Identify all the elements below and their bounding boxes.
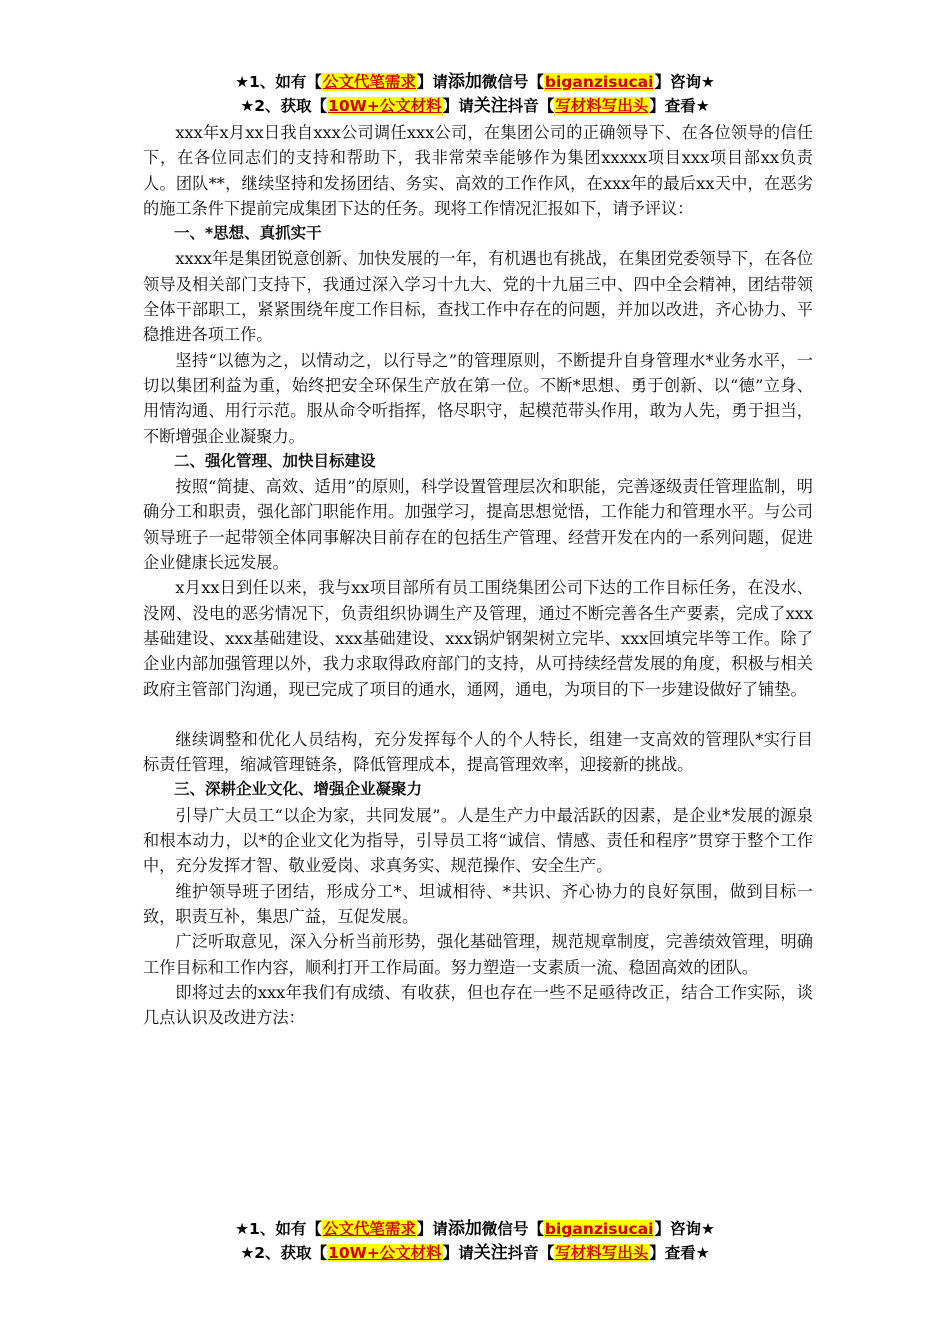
highlight-wechat-id[interactable]: biganzisucai — [544, 73, 654, 91]
highlight-douyin[interactable]: 写材料写出头 — [555, 1244, 649, 1262]
paragraph: 继续调整和优化人员结构，充分发挥每个人的个人特长，组建一支高效的管理队*实行目标责任管理，缩减管理链条，降低管理成本，提高管理效率，迎接新的挑战。 — [143, 729, 813, 775]
banner-line-2: ★2、获取【10W+公文材料】请关注抖音【写材料写出头】查看★ — [240, 1243, 710, 1263]
section-heading: 二、强化管理、加快目标建设 — [174, 451, 376, 470]
highlight-materials[interactable]: 10W+公文材料 — [328, 97, 442, 115]
top-banner — [0, 70, 950, 118]
highlight-service[interactable]: 公文代笔需求 — [322, 1220, 416, 1238]
highlight-wechat-id[interactable]: biganzisucai — [544, 1220, 654, 1238]
highlight-materials[interactable]: 10W+公文材料 — [328, 1244, 442, 1262]
paragraph: 广泛听取意见，深入分析当前形势，强化基础管理，规范规章制度，完善绩效管理，明确工作目标和工作内容，顺利打开工作局面。努力塑造一支素质一流、稳固高效的团队。 — [143, 932, 813, 977]
section-heading: 一、*思想、真抓实干 — [174, 224, 322, 243]
section-heading: 三、深耕企业文化、增强企业凝聚力 — [174, 780, 423, 799]
paragraph: 即将过去的xxx年我们有成绩、有收获，但也存在一些不足亟待改正，结合工作实际，谈几点认识及改进方法： — [143, 982, 813, 1028]
paragraph: 按照“简捷、高效、适用”的原则，科学设置管理层次和职能，完善逐级责任管理监制，明确分工和职责，强化部门职能作用。加强学习，提高思想觉悟，工作能力和管理水平。与公司领导班子一起带领全体同事解决目前存在的包括生产管理、经营开发在内的一系列问题，促进企业健康长远发展。 — [143, 477, 813, 573]
highlight-douyin[interactable]: 写材料写出头 — [555, 97, 649, 115]
paragraph: 维护领导班子团结，形成分工*、坦诚相待、*共识、齐心协力的良好氛围，做到目标一致，职责互补，集思广益，互促发展。 — [143, 881, 813, 926]
paragraph: x月xx日到任以来，我与xx项目部所有员工围绕集团公司下达的工作目标任务，在没水、没网、没电的恶劣情况下，负责组织协调生产及管理，通过不断完善各生产要素，完成了xxx基础建设、xxx基础建设、xxx基础建设、xxx锅炉钢架树立完毕、xxx回填完毕等工作。除了企业内部加强管理以外，我力求取得政府部门的支持，从可持续经营发展的角度，积极与相关政府主管部门沟通，现已完成了项目的通水，通网，通电，为项目的下一步建设做好了铺垫。 — [143, 578, 813, 699]
paragraph: xxx年x月xx日我自xxx公司调任xxx公司，在集团公司的正确领导下、在各位领导的信任下，在各位同志们的支持和帮助下，我非常荣幸能够作为集团xxxxx项目xxx项目部xx负责人。团队**，继续坚持和发扬团结、务实、高效的工作作风，在xxx年的最后xx天中，在恶劣的施工条件下提前完成集团下达的任务。现将工作情况汇报如下，请予评议： — [143, 123, 813, 218]
paragraph: xxxx年是集团锐意创新、加快发展的一年，有机遇也有挑战，在集团党委领导下，在各位领导及相关部门支持下，我通过深入学习十九大、党的十九届三中、四中全会精神，团结带领全体干部职工，紧紧围绕年度工作目标，查找工作中存在的问题，并加以改进，齐心协力、平稳推进各项工作。 — [143, 249, 813, 345]
banner-line-1: ★1、如有【公文代笔需求】请添加微信号【biganzisucai】咨询★ — [235, 72, 715, 92]
bottom-banner — [0, 1217, 950, 1265]
paragraph: 引导广大员工“以企为家，共同发展”。人是生产力中最活跃的因素，是企业*发展的源泉和根本动力，以*的企业文化为指导，引导员工将“诚信、情感、责任和程序”贯穿于整个工作中，充分发挥才智、敬业爱岗、求真务实、规范操作、安全生产。 — [143, 805, 813, 876]
paragraph: 坚持“以德为之，以情动之，以行导之”的管理原则，不断提升自身管理水*业务水平，一切以集团利益为重，始终把安全环保生产放在第一位。不断*思想、勇于创新、以“德”立身、用情沟通、用行示范。服从命令听指挥，恪尽职守，起模范带头作用，敢为人先，勇于担当，不断增强企业凝聚力。 — [143, 350, 813, 446]
document-body — [143, 120, 813, 1030]
highlight-service[interactable]: 公文代笔需求 — [322, 73, 416, 91]
banner-line-2: ★2、获取【10W+公文材料】请关注抖音【写材料写出头】查看★ — [240, 96, 710, 116]
spacer — [143, 702, 813, 727]
banner-line-1: ★1、如有【公文代笔需求】请添加微信号【biganzisucai】咨询★ — [235, 1219, 715, 1239]
